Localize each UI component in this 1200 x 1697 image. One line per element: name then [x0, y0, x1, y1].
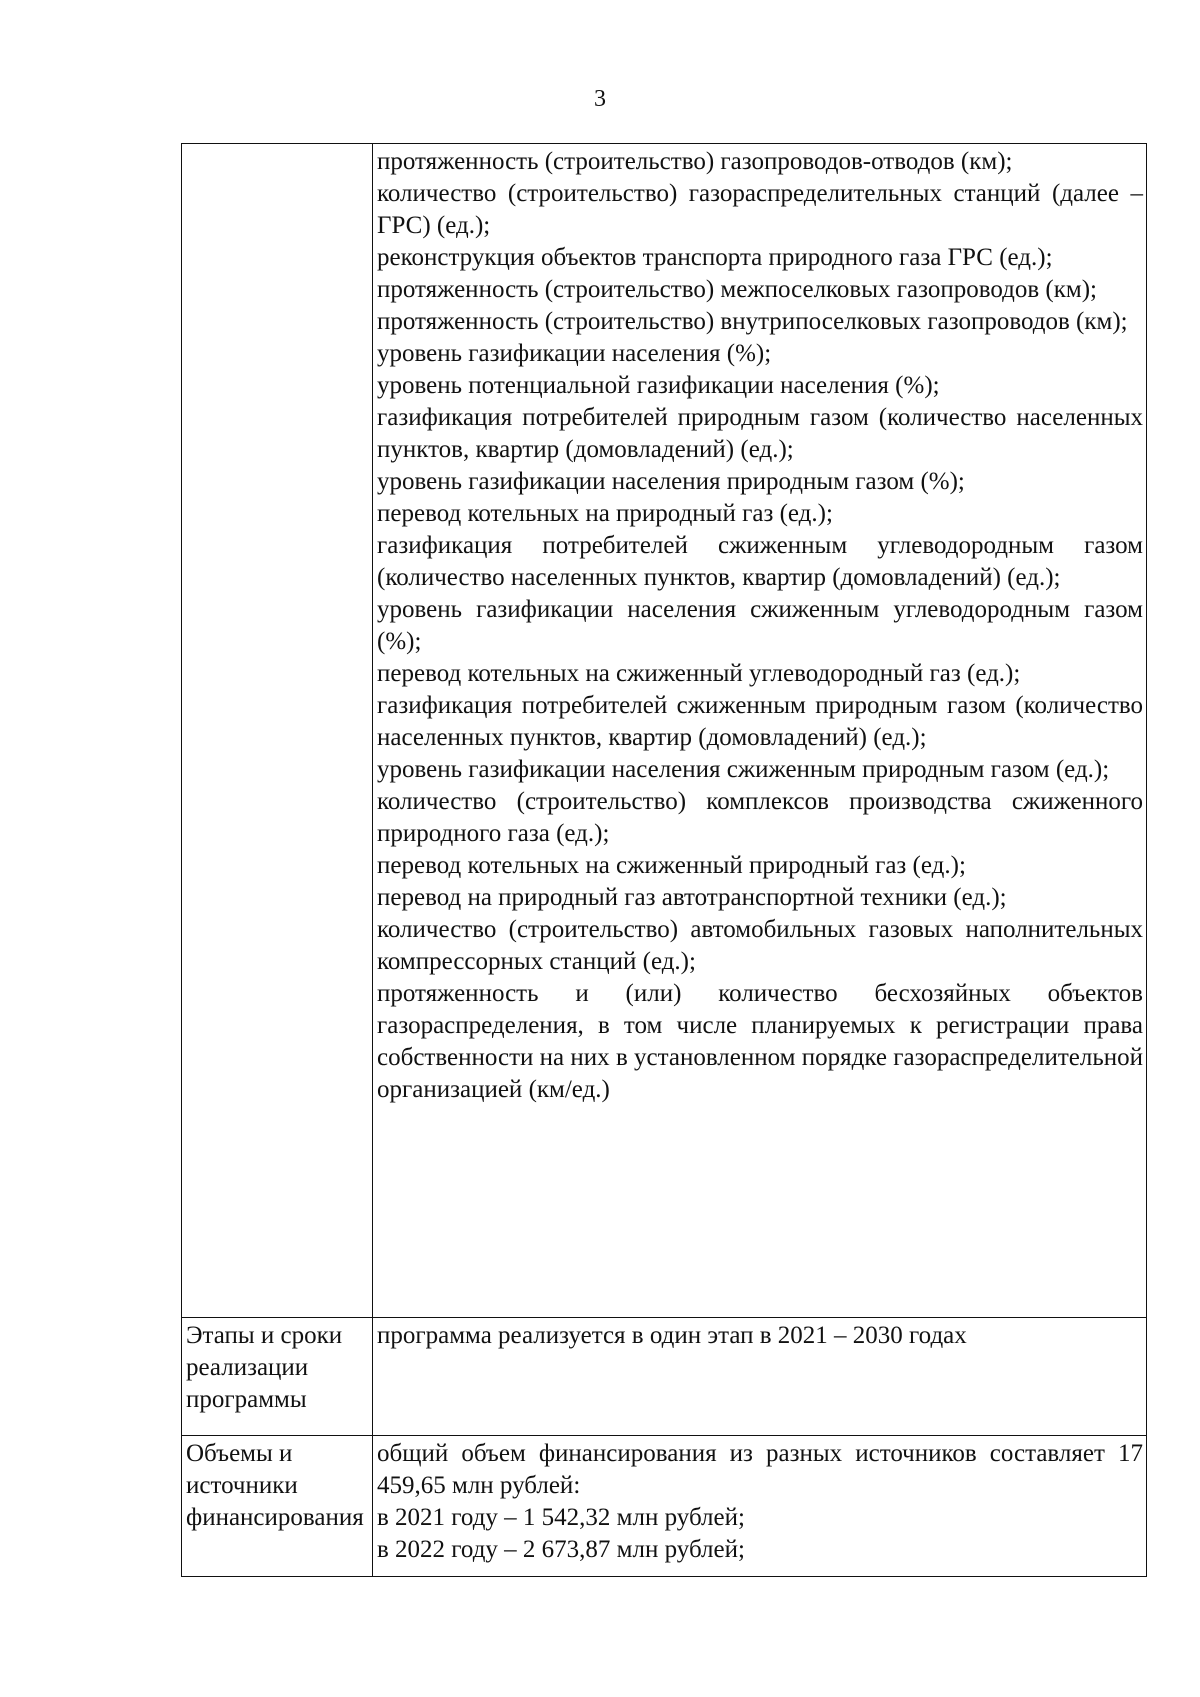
funding-total: общий объем финансирования из разных источников составляет 17 459,65 млн рублей: — [377, 1440, 1143, 1499]
indicator-item: уровень газификации населения (%); — [377, 340, 772, 367]
indicator-item: перевод на природный газ автотранспортной техники (ед.); — [377, 884, 1007, 911]
indicator-item: количество (строительство) автомобильных газовых наполнительных компрессорных станций (ед.); — [377, 916, 1143, 975]
indicator-item: количество (строительство) комплексов производства сжиженного природного газа (ед.); — [377, 788, 1143, 847]
table-row-stages — [182, 1318, 1147, 1436]
stages-value: программа реализуется в один этап в 2021 – 2030 годах — [373, 1318, 1147, 1436]
stages-label: Этапы и сроки реализации программы — [182, 1318, 373, 1436]
indicator-item: газификация потребителей природным газом (количество населенных пунктов, квартир (домовладений) (ед.); — [377, 404, 1143, 463]
indicator-item: протяженность (строительство) внутрипоселковых газопроводов (км); — [377, 308, 1128, 335]
indicator-item: реконструкция объектов транспорта природного газа ГРС (ед.); — [377, 244, 1053, 271]
indicator-item: протяженность и (или) количество бесхозяйных объектов газораспределения, в том числе планируемых к регистрации права собственности на них в установленном порядке газораспределительной организацией (км/ед.) — [377, 980, 1143, 1103]
indicator-item: газификация потребителей сжиженным природным газом (количество населенных пунктов, квартир (домовладений) (ед.); — [377, 692, 1143, 751]
indicator-item: уровень потенциальной газификации населения (%); — [377, 372, 940, 399]
table-row-indicators — [182, 144, 1147, 1318]
funding-cell — [373, 1436, 1147, 1577]
indicator-item: перевод котельных на сжиженный природный газ (ед.); — [377, 852, 966, 879]
indicator-item: протяженность (строительство) газопроводов-отводов (км); — [377, 148, 1013, 175]
indicators-label-cell — [182, 144, 373, 1318]
indicator-item: уровень газификации населения сжиженным природным газом (ед.); — [377, 756, 1110, 783]
indicator-item: уровень газификации населения сжиженным углеводородным газом (%); — [377, 596, 1143, 655]
funding-year-line: в 2021 году – 1 542,32 млн рублей; — [377, 1504, 745, 1531]
indicator-item: уровень газификации населения природным газом (%); — [377, 468, 965, 495]
funding-year-line: в 2022 году – 2 673,87 млн рублей; — [377, 1536, 745, 1563]
indicator-item: протяженность (строительство) межпоселковых газопроводов (км); — [377, 276, 1097, 303]
indicators-cell — [373, 144, 1147, 1318]
indicator-item: перевод котельных на природный газ (ед.); — [377, 500, 833, 527]
table-row-funding — [182, 1436, 1147, 1577]
funding-label: Объемы и источники финансирования — [182, 1436, 373, 1577]
indicator-item: количество (строительство) газораспределительных станций (далее – ГРС) (ед.); — [377, 180, 1143, 239]
indicator-item: перевод котельных на сжиженный углеводородный газ (ед.); — [377, 660, 1021, 687]
page-number: 3 — [594, 86, 606, 112]
indicator-item: газификация потребителей сжиженным углеводородным газом (количество населенных пунктов, квартир (домовладений) (ед.); — [377, 532, 1143, 591]
passport-table — [181, 143, 1147, 1577]
